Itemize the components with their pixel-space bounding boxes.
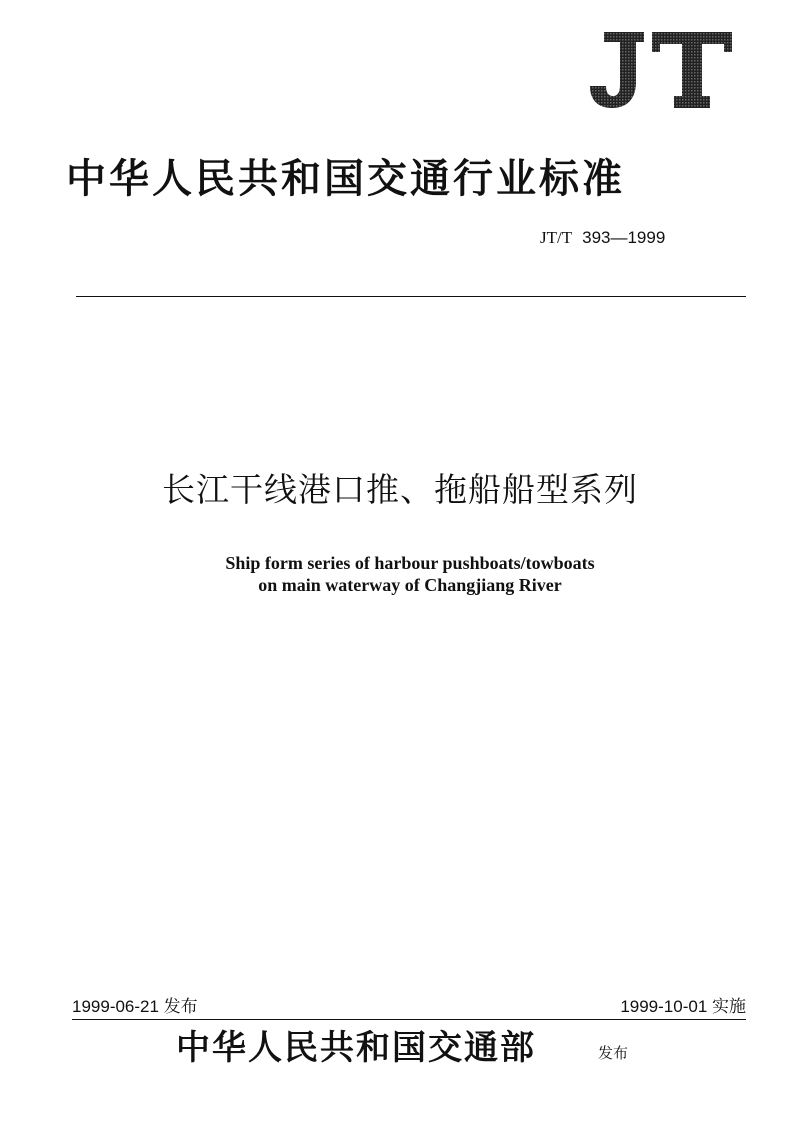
bottom-divider xyxy=(72,1019,746,1020)
document-title-en-line1: Ship form series of harbour pushboats/towboats xyxy=(225,553,595,573)
issuer-suffix: 发布 xyxy=(598,1044,629,1062)
issued-date: 1999-06-21 发布 xyxy=(72,997,198,1016)
top-divider xyxy=(76,296,746,297)
issuer-name: 中华人民共和国交通部 xyxy=(176,1028,536,1068)
standard-number xyxy=(540,228,665,248)
document-title-en xyxy=(0,552,800,596)
standard-category-title: 中华人民共和国交通行业标准 xyxy=(66,155,625,202)
document-title-cn: 长江干线港口推、拖船船型系列 xyxy=(162,470,638,509)
standard-number-prefix: JT/T xyxy=(540,228,573,247)
effective-date: 1999-10-01 实施 xyxy=(620,997,746,1016)
standard-number-value: 393—1999 xyxy=(582,228,666,247)
jt-logo-icon xyxy=(586,30,736,110)
document-title-en-line2: on main waterway of Changjiang River xyxy=(258,575,562,595)
